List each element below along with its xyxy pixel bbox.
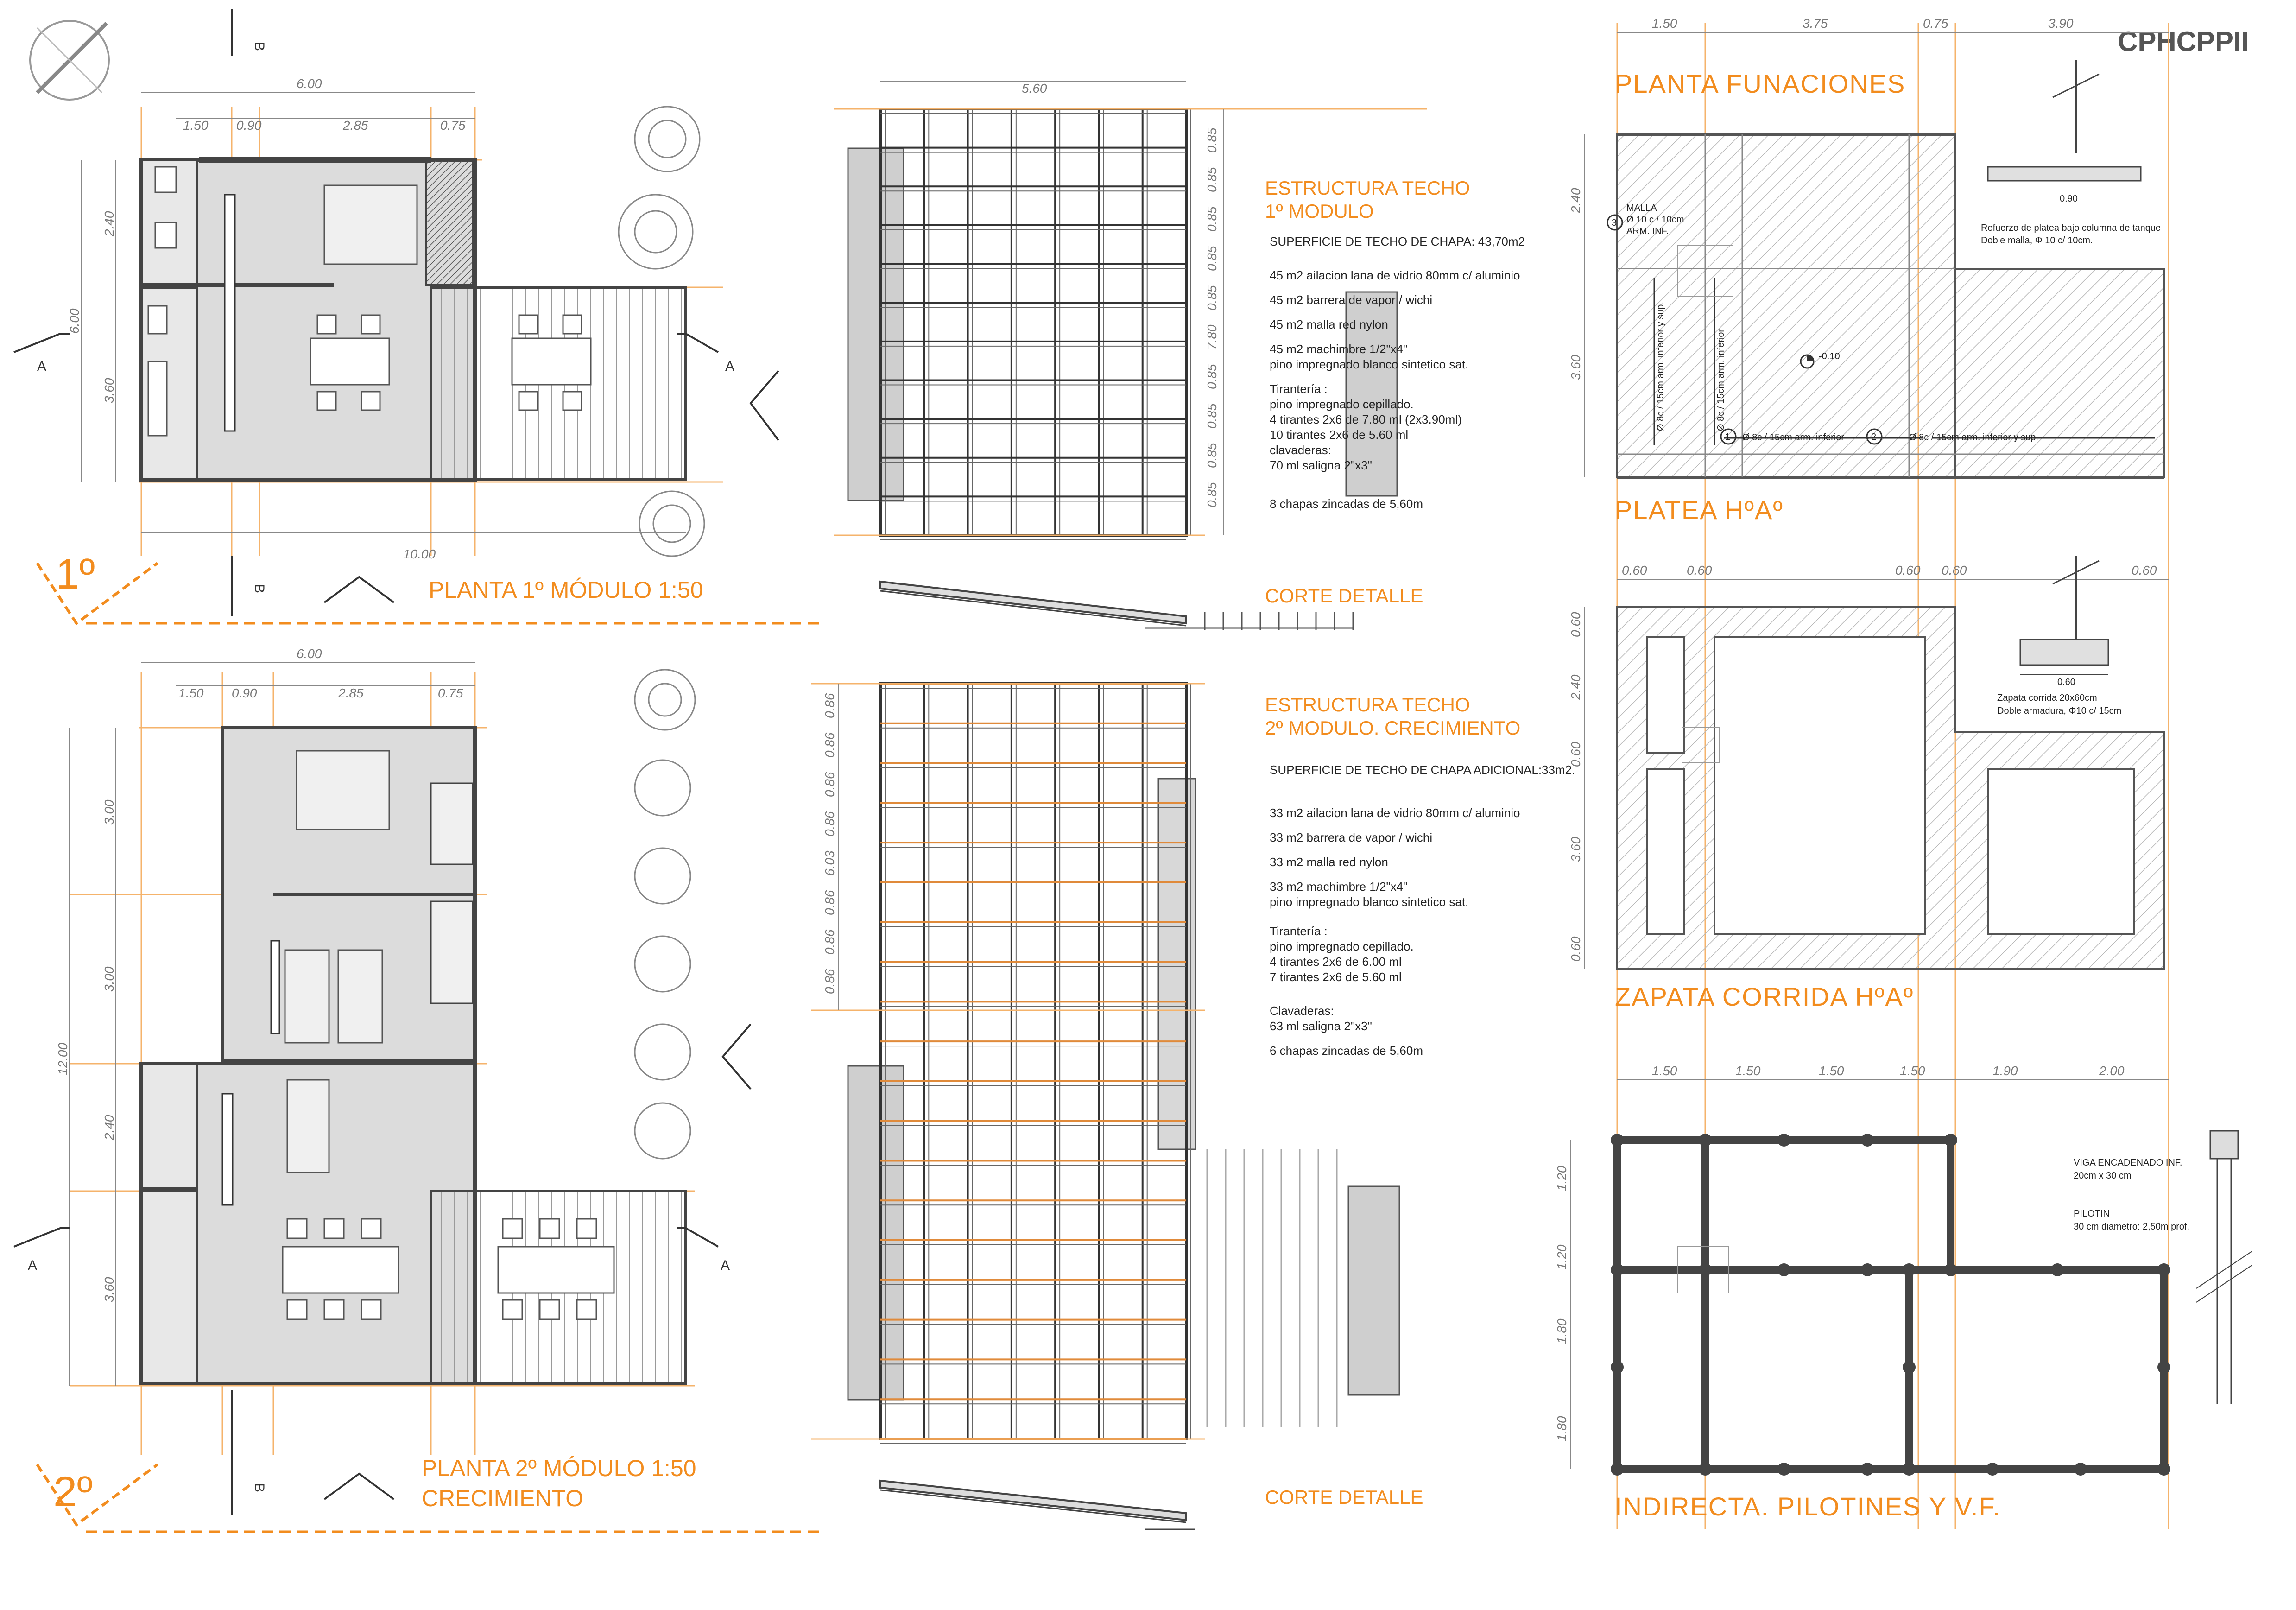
- zapata-dim-top-3: 0.60: [1895, 563, 1921, 577]
- pile-dot: [2157, 1361, 2170, 1374]
- pile-dot: [1777, 1263, 1790, 1276]
- platea-malla-1: MALLA: [1626, 203, 1657, 213]
- roof1-dim-right: 0.85: [1205, 482, 1219, 507]
- plan2-bed-main: [297, 751, 389, 830]
- pile-dot: [1777, 1134, 1790, 1147]
- plan1-cut-a-right: A: [725, 359, 735, 374]
- roof-note-line: 33 m2 barrera de vapor / wichi: [1270, 830, 1433, 844]
- platea-detail-dim: 0.90: [2060, 194, 2078, 204]
- roof2-dim-left: 0.86: [822, 969, 837, 994]
- plan1-dim-left-b: 3.60: [102, 378, 116, 403]
- roof2-left-dimensions: [822, 684, 839, 1010]
- pilot-dim-left-3: 1.80: [1555, 1318, 1569, 1344]
- pilot-dim-top-3: 1.50: [1819, 1064, 1844, 1078]
- roof-note-line: clavaderas:: [1270, 443, 1331, 457]
- pile-dot: [1611, 1361, 1624, 1374]
- plan2-dim-c: 2.85: [338, 686, 364, 700]
- zapata-dim-left-1: 0.60: [1569, 612, 1583, 637]
- found-dim-a: 1.50: [1652, 16, 1677, 31]
- roof-note-line: pino impregnado blanco sintetico sat.: [1270, 895, 1469, 909]
- platea-rebar-v2: Ø 8c / 15cm arm. inferior: [1716, 329, 1726, 431]
- roof1-outline: [880, 109, 1186, 535]
- roof-note-line: 6 chapas zincadas de 5,60m: [1270, 1044, 1423, 1058]
- plan1-dining-table: [310, 338, 389, 385]
- pile-dot: [1903, 1463, 1916, 1476]
- roof-note-line: 7 tirantes 2x6 de 5.60 ml: [1270, 970, 1402, 984]
- pile-dot: [1611, 1134, 1624, 1147]
- plan2-dim-left-c: 2.40: [102, 1115, 116, 1140]
- pile-dot: [2157, 1463, 2170, 1476]
- zapata-dim-top-5: 0.60: [2132, 563, 2157, 577]
- roof-structure-2: [811, 684, 1575, 1529]
- roof1-title-line2: 1º MODULO: [1265, 200, 1374, 222]
- pilot-dim-top-2: 1.50: [1735, 1064, 1761, 1078]
- pilot-dim-top-6: 2.00: [2099, 1064, 2125, 1078]
- plan2-module-number: 2º: [53, 1468, 93, 1515]
- roof-note-line: 33 m2 machimbre 1/2"x4": [1270, 880, 1408, 894]
- pilot-dim-top-1: 1.50: [1652, 1064, 1677, 1078]
- found-dim-c: 0.75: [1923, 16, 1948, 31]
- roof2-dim-left: 0.86: [822, 929, 837, 955]
- pilot-note-1: VIGA ENCADENADO INF.: [2074, 1158, 2182, 1168]
- plan1-bed: [324, 185, 417, 264]
- zapata-dim-top-2: 0.60: [1687, 563, 1712, 577]
- roof1-dim-right: 7.80: [1205, 324, 1219, 350]
- roof-note-line: Tirantería :: [1270, 924, 1328, 938]
- plan1-dim-d: 0.75: [440, 118, 466, 133]
- platea-detail-note-2: Doble malla, Φ 10 c/ 10cm.: [1981, 235, 2093, 246]
- platea-detail-note-1: Refuerzo de platea bajo columna de tanque: [1981, 223, 2161, 233]
- pilot-note-4: 30 cm diametro: 2,50m prof.: [2074, 1222, 2190, 1232]
- plan2-dim-left-d: 3.60: [102, 1277, 116, 1302]
- roof-note-line: 45 m2 ailacion lana de vidrio 80mm c/ aluminio: [1270, 268, 1520, 282]
- plan2-dim-left-total: 12.00: [56, 1042, 70, 1075]
- pilot-dim-left-4: 1.80: [1555, 1416, 1569, 1441]
- plan1-dim-a: 1.50: [183, 118, 209, 133]
- plan1-cut-b-top: B: [252, 42, 267, 51]
- zapata-title: ZAPATA CORRIDA HºAº: [1615, 982, 1914, 1011]
- zapata-detail-note-2: Doble armadura, Φ10 c/ 15cm: [1997, 706, 2122, 716]
- pilot-note-3: PILOTIN: [2074, 1209, 2110, 1219]
- roof-note-line: 45 m2 barrera de vapor / wichi: [1270, 293, 1433, 307]
- plan1-dim-left-total: 6.00: [67, 308, 82, 334]
- foundations: [1555, 16, 2252, 1529]
- roof-note-line: pino impregnado cepillado.: [1270, 397, 1414, 411]
- roof2-dim-left: 0.86: [822, 811, 837, 837]
- platea-level: -0.10: [1819, 351, 1840, 361]
- zapata-dim-top-4: 0.60: [1942, 563, 1967, 577]
- roof-note-line: pino impregnado cepillado.: [1270, 939, 1414, 953]
- pile-dot: [1611, 1463, 1624, 1476]
- roof2-rafter-grid: [880, 684, 1191, 1444]
- roof-note-line: SUPERFICIE DE TECHO DE CHAPA: 43,70m2: [1270, 235, 1525, 248]
- plan2-cut-a-left: A: [28, 1258, 38, 1273]
- roof2-dim-left: 0.86: [822, 693, 837, 718]
- pile-dot: [1903, 1263, 1916, 1276]
- pile-dot: [1944, 1134, 1957, 1147]
- pile-dot: [2157, 1263, 2170, 1276]
- roof2-outline: [880, 684, 1186, 1439]
- plan1-deck-table: [512, 338, 591, 385]
- zapata-detail-dim: 0.60: [2057, 677, 2075, 687]
- roof2-dim-left: 0.86: [822, 732, 837, 758]
- pile-dot: [1944, 1263, 1957, 1276]
- roof-note-line: pino impregnado blanco sintetico sat.: [1270, 357, 1469, 371]
- plan2-title-line2: CRECIMIENTO: [422, 1485, 584, 1511]
- roof2-notes: [1270, 763, 1575, 1058]
- roof1-dim-right: 0.85: [1205, 206, 1219, 232]
- roof1-dim-right: 0.85: [1205, 364, 1219, 389]
- plan2-kitchen: [141, 1191, 197, 1383]
- plan1-cut-b-bottom: B: [252, 584, 267, 594]
- pile-dot: [2051, 1263, 2064, 1276]
- foundations-header: PLANTA FUNACIONES: [1615, 69, 1906, 98]
- zapata-detail: [2020, 556, 2108, 674]
- pile-dot: [1861, 1134, 1874, 1147]
- plan1-title: PLANTA 1º MÓDULO 1:50: [429, 577, 703, 603]
- roof-note-line: Tirantería :: [1270, 382, 1328, 396]
- roof1-dim-right: 0.85: [1205, 167, 1219, 192]
- zapata-dim-left-4: 3.60: [1569, 837, 1583, 862]
- zapata-plan: [1585, 579, 2169, 969]
- pilotines-plan: [1617, 1140, 2164, 1469]
- roof-note-line: 33 m2 malla red nylon: [1270, 855, 1388, 869]
- plan-module-2: [14, 647, 825, 1532]
- pile-dot: [1903, 1361, 1916, 1374]
- roof-note-line: 45 m2 machimbre 1/2"x4": [1270, 342, 1408, 356]
- plan2-deck-table: [498, 1247, 614, 1293]
- platea-reinforcement-detail: [1988, 60, 2141, 190]
- plan2-title-line1: PLANTA 2º MÓDULO 1:50: [422, 1455, 696, 1481]
- plan1-partition: [225, 195, 235, 431]
- pilotin-section-detail: [2196, 1131, 2252, 1404]
- plan1-dim-bottom: 10.00: [403, 547, 436, 561]
- pilotines-piles: [1611, 1134, 2170, 1476]
- platea-dim-left-b: 3.60: [1569, 355, 1583, 380]
- plan2-dim-left-a: 3.00: [102, 799, 116, 825]
- plan1-closet: [426, 160, 473, 285]
- roof-note-line: 8 chapas zincadas de 5,60m: [1270, 497, 1423, 511]
- sheet-code: CPHCPPII: [2118, 26, 2249, 57]
- platea-dim-left-a: 2.40: [1569, 188, 1583, 213]
- zapata-dim-top-1: 0.60: [1622, 563, 1647, 577]
- platea-plan: [1585, 134, 2164, 477]
- plan2-bed-single-1: [285, 950, 329, 1043]
- roof2-title-line2: 2º MODULO. CRECIMIENTO: [1265, 717, 1521, 739]
- platea-rebar-1: Ø 8c / 15cm arm. inferior: [1742, 432, 1845, 443]
- tree-column-bottom: [635, 670, 695, 1159]
- roof-note-line: 4 tirantes 2x6 de 6.00 ml: [1270, 955, 1402, 969]
- north-arrow-icon: [30, 21, 109, 100]
- platea-marker-2: 2: [1871, 432, 1877, 442]
- pile-dot: [1861, 1463, 1874, 1476]
- platea-rebar-v1: Ø 8c / 15cm arm. inferior y sup.: [1656, 302, 1666, 431]
- roof-note-line: SUPERFICIE DE TECHO DE CHAPA ADICIONAL:33m2.: [1270, 763, 1575, 777]
- pilot-dim-left-2: 1.20: [1555, 1244, 1569, 1270]
- pile-dot: [1699, 1263, 1712, 1276]
- pile-dot: [1986, 1463, 1999, 1476]
- plan1-cut-a-left: A: [37, 359, 47, 374]
- roof-note-line: Clavaderas:: [1270, 1004, 1334, 1018]
- zapata-dim-left-3: 0.60: [1569, 742, 1583, 767]
- plan2-dim-left-b: 3.00: [102, 966, 116, 992]
- zapata-dim-left-5: 0.60: [1569, 936, 1583, 962]
- found-dim-b: 3.75: [1803, 16, 1828, 31]
- pilot-dim-top-5: 1.90: [1992, 1064, 2018, 1078]
- roof1-dim-right: 0.85: [1205, 285, 1219, 311]
- roof2-dim-left: 0.86: [822, 890, 837, 915]
- roof1-dim-right: 0.85: [1205, 127, 1219, 153]
- roof-note-line: 10 tirantes 2x6 de 5.60 ml: [1270, 428, 1409, 442]
- plan2-bathroom: [141, 1064, 197, 1189]
- plan2-dim-a: 1.50: [178, 686, 204, 700]
- pile-dot: [1611, 1263, 1624, 1276]
- roof2-section-detail: [880, 1481, 1195, 1529]
- pile-dot: [2074, 1463, 2087, 1476]
- roof1-dim-top: 5.60: [1022, 81, 1047, 95]
- roof1-rafter-grid: [880, 109, 1191, 540]
- roof1-right-dimensions: [1205, 109, 1223, 535]
- pilot-dim-left-1: 1.20: [1555, 1166, 1569, 1191]
- plan2-dim-d: 0.75: [438, 686, 463, 700]
- found-dim-d: 3.90: [2048, 16, 2074, 31]
- roof1-dim-right: 0.85: [1205, 246, 1219, 271]
- platea-marker-3: 3: [1612, 218, 1617, 228]
- pilotines-title: INDIRECTA. PILOTINES Y V.F.: [1615, 1492, 2001, 1521]
- roof1-dim-right: 0.85: [1205, 403, 1219, 429]
- plan2-cut-b: B: [252, 1483, 267, 1493]
- plan2-dim-total: 6.00: [297, 647, 322, 661]
- platea-marker-1: 1: [1725, 432, 1731, 442]
- platea-title: PLATEA HºAº: [1615, 495, 1784, 525]
- roof2-dim-left: 6.03: [822, 850, 837, 876]
- pile-dot: [1699, 1463, 1712, 1476]
- platea-malla-3: ARM. INF.: [1626, 226, 1669, 236]
- roof-note-line: 33 m2 ailacion lana de vidrio 80mm c/ aluminio: [1270, 806, 1520, 820]
- roof1-dim-right: 0.85: [1205, 443, 1219, 468]
- pilot-note-2: 20cm x 30 cm: [2074, 1171, 2132, 1181]
- pile-dot: [1699, 1134, 1712, 1147]
- zapata-detail-note-1: Zapata corrida 20x60cm: [1997, 693, 2097, 703]
- pilot-dim-top-4: 1.50: [1900, 1064, 1925, 1078]
- plan1-dim-b: 0.90: [236, 118, 262, 133]
- roof1-section-label: CORTE DETALLE: [1265, 585, 1423, 607]
- roof2-pergola: [1207, 1149, 1337, 1427]
- plan1-dim-total: 6.00: [297, 76, 322, 91]
- roof-note-line: 70 ml saligna 2"x3": [1270, 458, 1372, 472]
- plan2-sofa: [287, 1080, 329, 1173]
- plan2-cut-a-right: A: [721, 1258, 730, 1273]
- plan2-bed-single-2: [338, 950, 382, 1043]
- roof2-section-label: CORTE DETALLE: [1265, 1486, 1423, 1508]
- plan1-dim-left-a: 2.40: [102, 211, 116, 236]
- roof2-dim-left: 0.86: [822, 772, 837, 797]
- platea-rebar-2: Ø 8c / 15cm arm. inferior y sup.: [1909, 432, 2038, 443]
- roof1-title-line1: ESTRUCTURA TECHO: [1265, 177, 1470, 199]
- roof-structure-1: [834, 81, 1525, 630]
- roof-note-line: 45 m2 malla red nylon: [1270, 317, 1388, 331]
- plan2-dim-b: 0.90: [232, 686, 257, 700]
- roof-note-line: 4 tirantes 2x6 de 7.80 ml (2x3.90ml): [1270, 412, 1462, 426]
- plan2-dining-table: [283, 1247, 398, 1293]
- roof2-title-line1: ESTRUCTURA TECHO: [1265, 694, 1470, 716]
- pile-dot: [1777, 1463, 1790, 1476]
- plan1-module-number: 1º: [56, 551, 95, 598]
- pile-dot: [1861, 1263, 1874, 1276]
- roof-note-line: 63 ml saligna 2"x3": [1270, 1019, 1372, 1033]
- platea-malla-2: Ø 10 c / 10cm: [1626, 215, 1684, 225]
- plan1-dim-c: 2.85: [343, 118, 368, 133]
- zapata-dim-left-2: 2.40: [1569, 674, 1583, 700]
